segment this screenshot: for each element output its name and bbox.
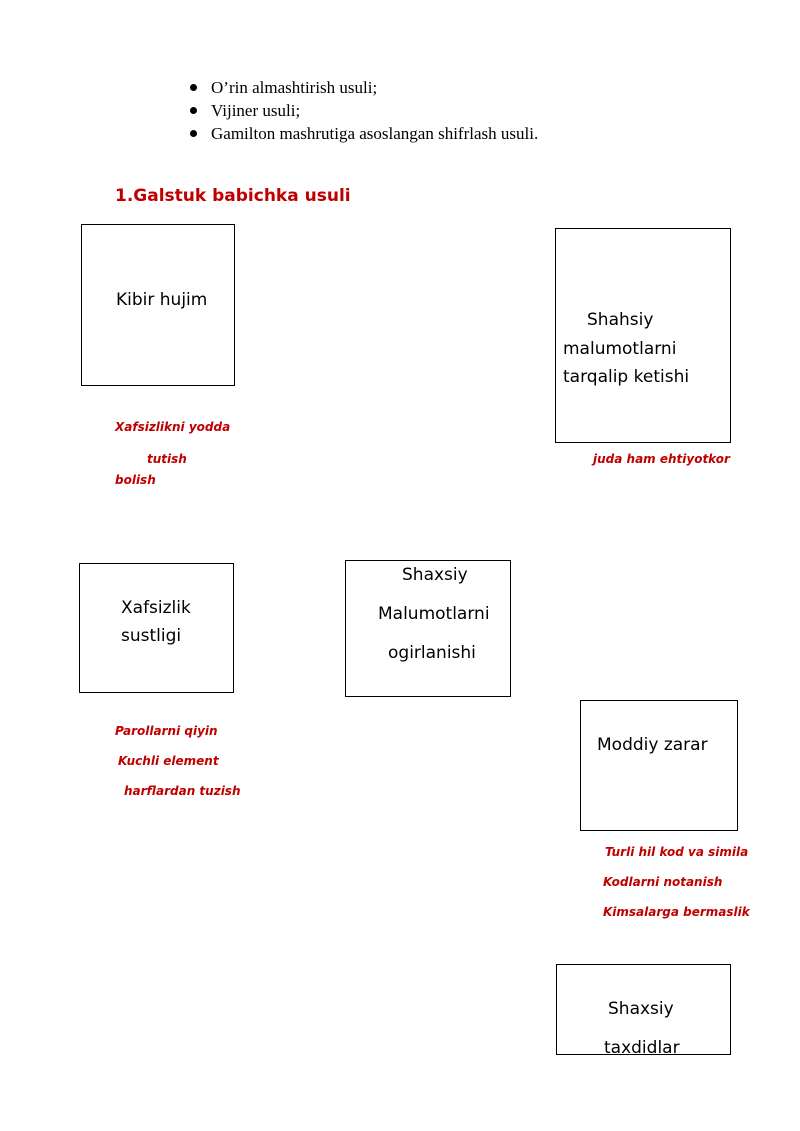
- box-label-line1: Shaxsiy: [608, 999, 674, 1019]
- bullet-list: [190, 76, 538, 145]
- note-moddiy-line2: Kodlarni notanish: [603, 875, 723, 889]
- box-label-line1: Shaxsiy: [402, 565, 468, 585]
- box-label-line1: Shahsiy: [587, 310, 654, 330]
- box-moddiy-zarar: [580, 700, 738, 831]
- box-label-line3: tarqalip ketishi: [563, 367, 690, 387]
- note-kibir-line2: tutish: [147, 452, 187, 466]
- note-kibir-line1: Xafsizlikni yodda: [115, 420, 231, 434]
- section-heading: 1.Galstuk babichka usuli: [115, 186, 351, 206]
- box-label-line2: malumotlarni: [563, 339, 677, 359]
- bullet-item: Vijiner usuli;: [190, 99, 538, 122]
- bullet-dot-icon: [190, 107, 197, 114]
- box-shaxsiy-taxdidlar: [556, 964, 731, 1058]
- note-moddiy-line3: Kimsalarga bermaslik: [603, 905, 750, 919]
- box-label-line2: sustligi: [121, 626, 182, 646]
- bullet-item: Gamilton mashrutiga asoslangan shifrlash usuli.: [190, 122, 538, 145]
- note-moddiy-line1: Turli hil kod va simila: [605, 845, 749, 859]
- box-label: Kibir hujim: [116, 290, 208, 310]
- box-kibir-hujim: [81, 224, 235, 386]
- box-label: Moddiy zarar: [597, 735, 708, 755]
- bullet-dot-icon: [190, 84, 197, 91]
- box-label-line3: ogirlanishi: [388, 643, 476, 663]
- note-xafsizlik-line2: Kuchli element: [118, 754, 219, 768]
- box-label-line2: taxdidlar: [604, 1038, 680, 1058]
- note-xafsizlik-line1: Parollarni qiyin: [115, 724, 218, 738]
- box-label-line1: Xafsizlik: [121, 598, 191, 618]
- bullet-item: O’rin almashtirish usuli;: [190, 76, 538, 99]
- bullet-dot-icon: [190, 130, 197, 137]
- box-shaxsiy-ogirlanishi: [345, 560, 511, 697]
- box-label-line2: Malumotlarni: [378, 604, 490, 624]
- box-shahsiy-tarqalip: [555, 228, 731, 443]
- box-xafsizlik-sustligi: [79, 563, 234, 693]
- note-kibir-line3: bolish: [115, 473, 156, 487]
- note-xafsizlik-line3: harflardan tuzish: [124, 784, 241, 798]
- note-shahsiy-line1: juda ham ehtiyotkor: [593, 452, 730, 466]
